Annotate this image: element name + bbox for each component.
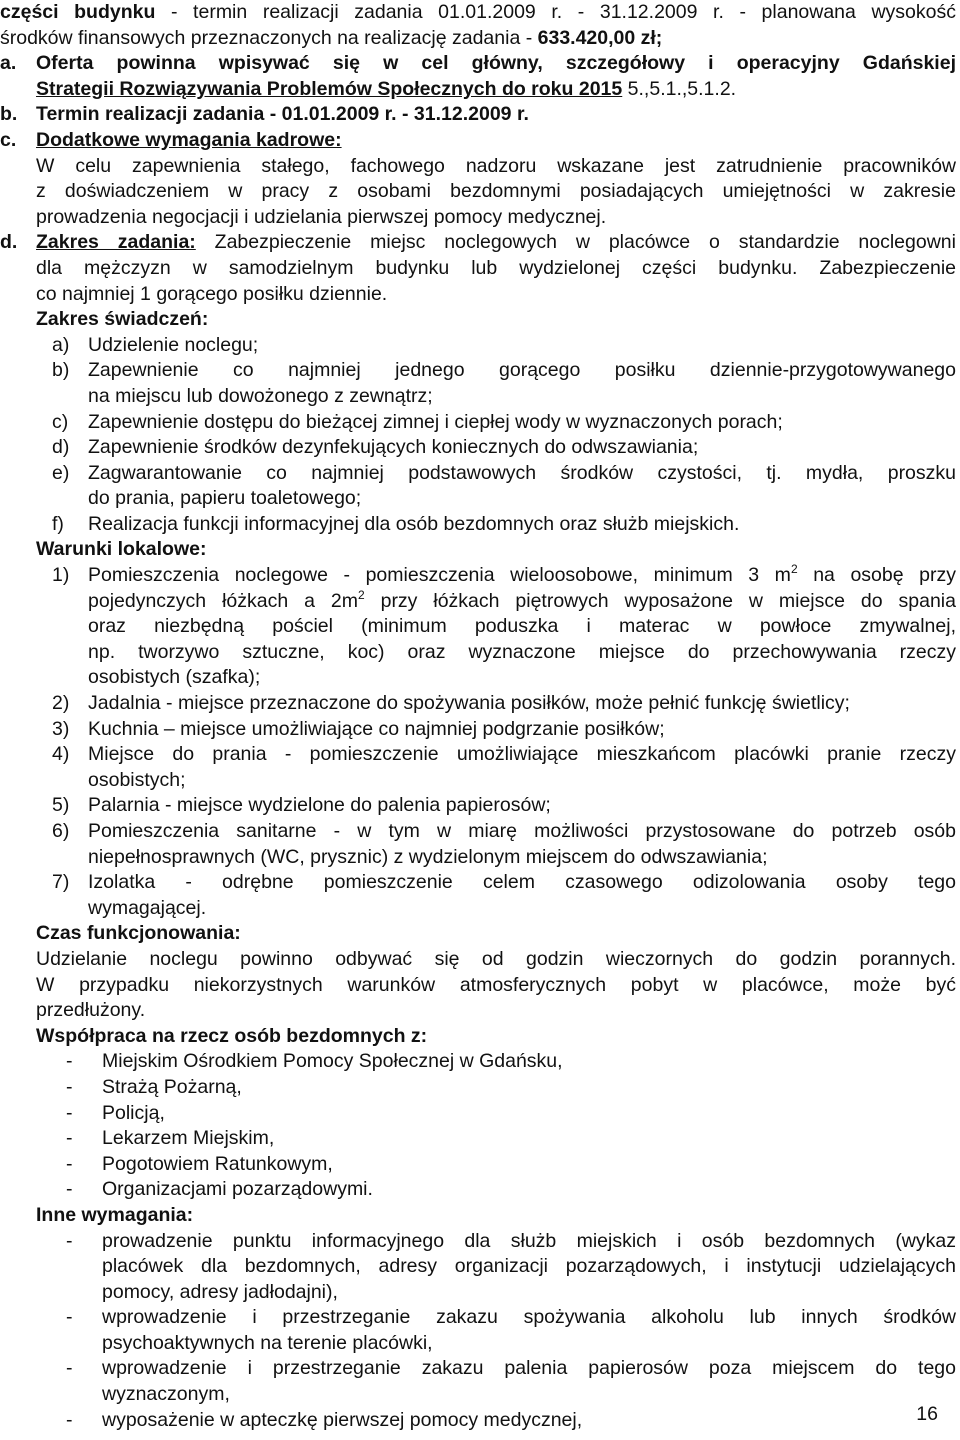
warunki-item-7-cont: wymagającej. [88,896,207,919]
warunki-item-1: 1) Pomieszczenia noclegowe - pomieszczenia wieloosobowe, minimum 3 $m^2$ na osobę przy [52,563,956,587]
intro-line-1: części budynku - termin realizacji zadania 01.01.2009 r. - 31.12.2009 r. - planowana wysokość [0,1,956,23]
inne-item-2-cont: psychoaktywnych na terenie placówki, [102,1331,433,1354]
zakres-item-e: e) Zagwarantowanie co najmniej podstawowych środków czystości, tj. mydła, proszku [52,461,956,484]
warunki-item-1-cont-2: oraz niezbędną pościel (minimum poduszka i materac w powłoce zmywalnej, [88,615,956,638]
warunki-item-4-cont: osobistych; [88,768,186,791]
item-d-line-1: d. Zakres zadania: Zabezpieczenie miejsc noclegowych w placówce o standardzie noclegowni [0,231,956,254]
wspolpraca-item-6: - Organizacjami pozarządowymi. [66,1178,373,1201]
czas-line-2: W przypadku niekorzystnych warunków atmosferycznych pobyt w placówce, może być [36,973,956,996]
warunki-item-1-cont-3: np. tworzywo sztuczne, koc) oraz wyznaczone miejsce do przechowywania rzeczy [88,640,956,663]
zakres-heading: Zakres świadczeń: [36,308,209,331]
warunki-item-3: 3) Kuchnia – miejsce umożliwiające co najmniej podgrzanie posiłków; [52,717,665,740]
wspolpraca-item-3: - Policją, [66,1101,165,1124]
czas-heading: Czas funkcjonowania: [36,922,241,945]
wspolpraca-item-1: - Miejskim Ośrodkiem Pomocy Społecznej w Gdańsku, [66,1050,563,1073]
warunki-item-6: 6) Pomieszczenia sanitarne - w tym w miarę możliwości przystosowane do potrzeb osób [52,820,956,842]
item-b: b. Termin realizacji zadania - 01.01.2009 r. - 31.12.2009 r. [0,103,529,126]
warunki-item-6-cont: niepełnosprawnych (WC, prysznic) z wydzielonym miejscem do odwszawiania; [88,845,768,868]
wspolpraca-item-4: - Lekarzem Miejskim, [66,1127,275,1150]
warunki-item-7: 7) Izolatka - odrębne pomieszczenie celem czasowego odizolowania osoby tego [52,871,956,894]
zakres-item-b: b) Zapewnienie co najmniej jednego gorącego posiłku dziennie-przygotowywanego [52,359,956,382]
item-d-line-2: dla mężczyzn w samodzielnym budynku lub wydzielonej części budynku. Zabezpieczenie [36,256,956,279]
item-c-heading: c. Dodatkowe wymagania kadrowe: [0,128,342,151]
inne-item-3-cont: wyznaczonym, [102,1383,230,1406]
inne-item-4: - wyposażenie w apteczkę pierwszej pomocy medycznej, [66,1408,583,1431]
page-number: 16 [916,1403,938,1425]
zakres-item-f: f) Realizacja funkcji informacyjnej dla osób bezdomnych oraz służb miejskich. [52,512,740,535]
inne-item-1-cont-1: placówek dla bezdomnych, adresy organizacji pozarządowych, i instytucji udzielających [102,1255,956,1278]
warunki-item-1-cont-4: osobistych (szafka); [88,666,261,689]
wspolpraca-heading: Współpraca na rzecz osób bezdomnych z: [36,1024,428,1047]
inne-heading: Inne wymagania: [36,1203,194,1226]
wspolpraca-item-5: - Pogotowiem Ratunkowym, [66,1152,333,1175]
item-c-line-2: z doświadczeniem w pracy z osobami bezdomnymi posiadających umiejętności w zakresie [36,180,956,203]
warunki-item-1-cont-1: pojedynczych łóżkach a $2m^2$ przy łóżkach piętrowych wyposażone w miejsce do spania [88,588,956,612]
inne-item-3: - wprowadzenie i przestrzeganie zakazu palenia papierosów poza miejscem do tego [66,1357,956,1380]
intro-line-2: środków finansowych przeznaczonych na realizację zadania - 633.420,00 zł; [0,26,663,49]
warunki-item-4: 4) Miejsce do prania - pomieszczenie umożliwiające mieszkańcom placówki pranie rzeczy [52,743,956,766]
item-a-line-2: Strategii Rozwiązywania Problemów Społecznych do roku 2015 5.,5.1.,5.1.2. [36,77,737,100]
czas-line-1: Udzielanie noclegu powinno odbywać się od godzin wieczornych do godzin porannych. [36,947,956,970]
item-c-line-1: W celu zapewnienia stałego, fachowego nadzoru wskazane jest zatrudnienie pracowników [36,154,956,177]
zakres-item-b-cont: na miejscu lub dowożonego z zewnątrz; [88,384,433,407]
zakres-item-d: d) Zapewnienie środków dezynfekujących koniecznych do odwszawiania; [52,436,699,459]
zakres-item-a: a) Udzielenie noclegu; [52,333,259,356]
warunki-item-2: 2) Jadalnia - miejsce przeznaczone do spożywania posiłków, może pełnić funkcję świetlicy; [52,692,850,715]
czas-line-3: przedłużony. [36,999,146,1022]
zakres-item-c: c) Zapewnienie dostępu do bieżącej zimnej i ciepłej wody w wyznaczonych porach; [52,410,783,433]
item-d-line-3: co najmniej 1 gorącego posiłku dziennie. [36,282,388,305]
inne-item-1-cont-2: pomocy, adresy jadłodajni), [102,1280,338,1303]
inne-item-2: - wprowadzenie i przestrzeganie zakazu spożywania alkoholu lub innych środków [66,1306,956,1329]
warunki-heading: Warunki lokalowe: [36,538,207,561]
inne-item-1: - prowadzenie punktu informacyjnego dla służb miejskich i osób bezdomnych (wykaz [66,1229,956,1252]
warunki-item-5: 5) Palarnia - miejsce wydzielone do palenia papierosów; [52,794,551,817]
wspolpraca-item-2: - Strażą Pożarną, [66,1075,242,1098]
item-a-line-1: a. Oferta powinna wpisywać się w cel główny, szczegółowy i operacyjny Gdańskiej [0,52,956,75]
item-c-line-3: prowadzenia negocjacji i udzielania pierwszej pomocy medycznej. [36,205,607,228]
zakres-item-e-cont: do prania, papieru toaletowego; [88,487,362,510]
